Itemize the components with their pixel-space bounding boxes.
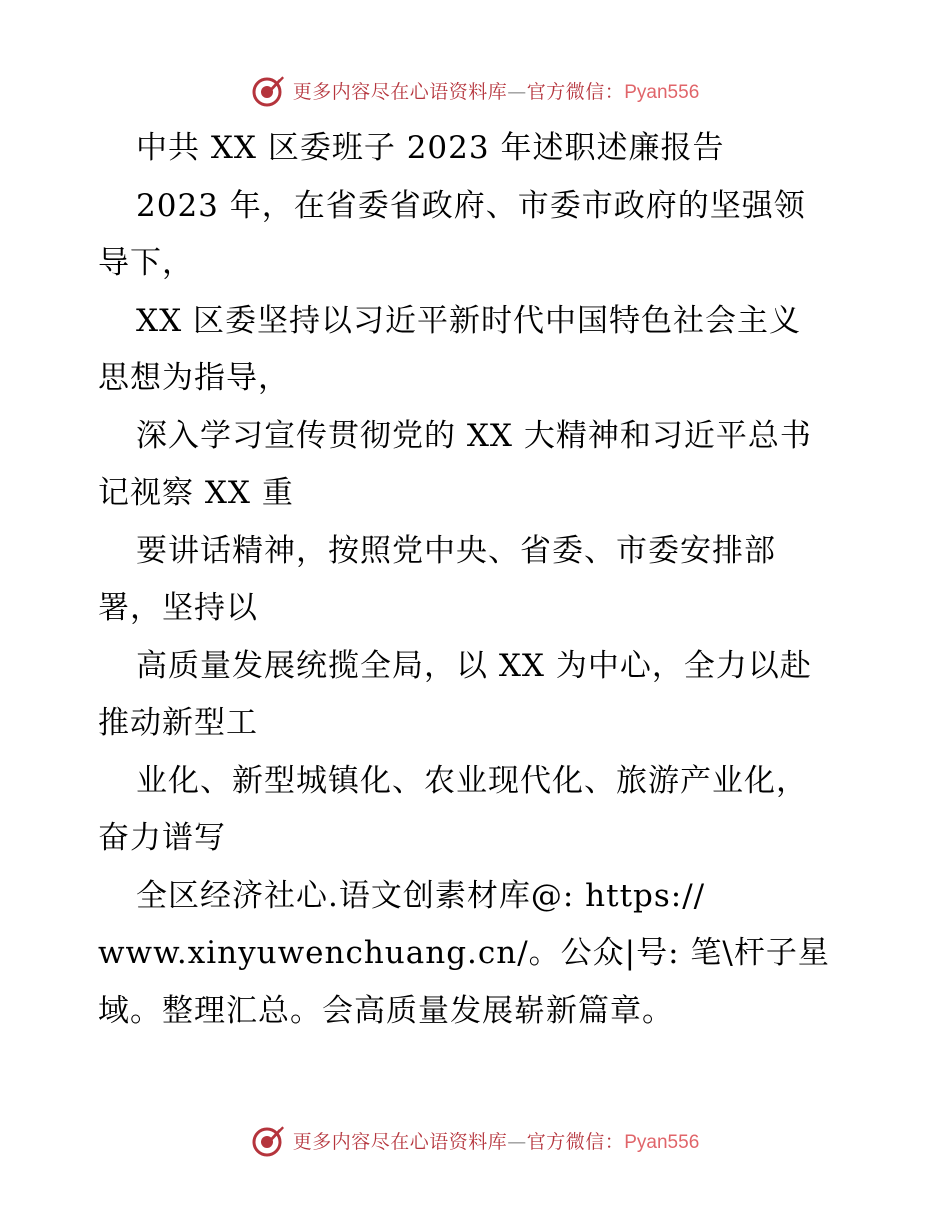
paragraph-line: 业化、新型城镇化、农业现代化、旅游产业化， bbox=[136, 762, 808, 799]
quill-logo-icon bbox=[251, 72, 287, 108]
watermark-site-text: 更多内容尽在心语资料库 bbox=[292, 80, 508, 103]
paragraph-line: 奋力谱写 bbox=[98, 820, 226, 856]
quill-logo-icon bbox=[251, 1122, 287, 1158]
watermark-wechat-label: 官方微信： bbox=[526, 80, 625, 103]
paragraph-line: 高质量发展统揽全局，以 XX 为中心，全力以赴 bbox=[136, 647, 812, 684]
paragraph-line: 署，坚持以 bbox=[98, 590, 258, 626]
watermark-wechat-label: 官方微信： bbox=[526, 1130, 625, 1153]
watermark-dash: — bbox=[507, 1130, 527, 1153]
watermark-banner-bottom bbox=[0, 1118, 950, 1162]
paragraph-line: 深入学习宣传贯彻党的 XX 大精神和习近平总书 bbox=[136, 417, 812, 454]
watermark-banner-top bbox=[0, 68, 950, 112]
watermark-wechat-id: Pyan556 bbox=[624, 1131, 700, 1153]
watermark-dash: — bbox=[507, 80, 527, 103]
watermark-site-text: 更多内容尽在心语资料库 bbox=[292, 1130, 508, 1153]
paragraph-line: XX 区委坚持以习近平新时代中国特色社会主义 bbox=[136, 302, 801, 339]
paragraph-line: 记视察 XX 重 bbox=[98, 475, 294, 511]
watermark-wechat-id: Pyan556 bbox=[624, 81, 700, 103]
paragraph-line: www.xinyuwenchuang.cn/。公众|号: 笔\杆子星 bbox=[98, 935, 830, 971]
paragraph-line: 域。整理汇总。会高质量发展崭新篇章。 bbox=[98, 992, 674, 1029]
paragraph-line: 推动新型工 bbox=[98, 705, 258, 741]
paragraph-line: 要讲话精神，按照党中央、省委、市委安排部 bbox=[136, 532, 776, 569]
paragraph-line: 全区经济社心.语文创素材库@: https:// bbox=[136, 877, 706, 914]
document-body bbox=[98, 120, 858, 1040]
paragraph-line: 导下， bbox=[98, 245, 194, 281]
paragraph-line: 思想为指导， bbox=[98, 360, 290, 396]
paragraph-line: 2023 年，在省委省政府、市委市政府的坚强领 bbox=[136, 187, 806, 224]
document-title: 中共 XX 区委班子 2023 年述职述廉报告 bbox=[136, 130, 725, 166]
